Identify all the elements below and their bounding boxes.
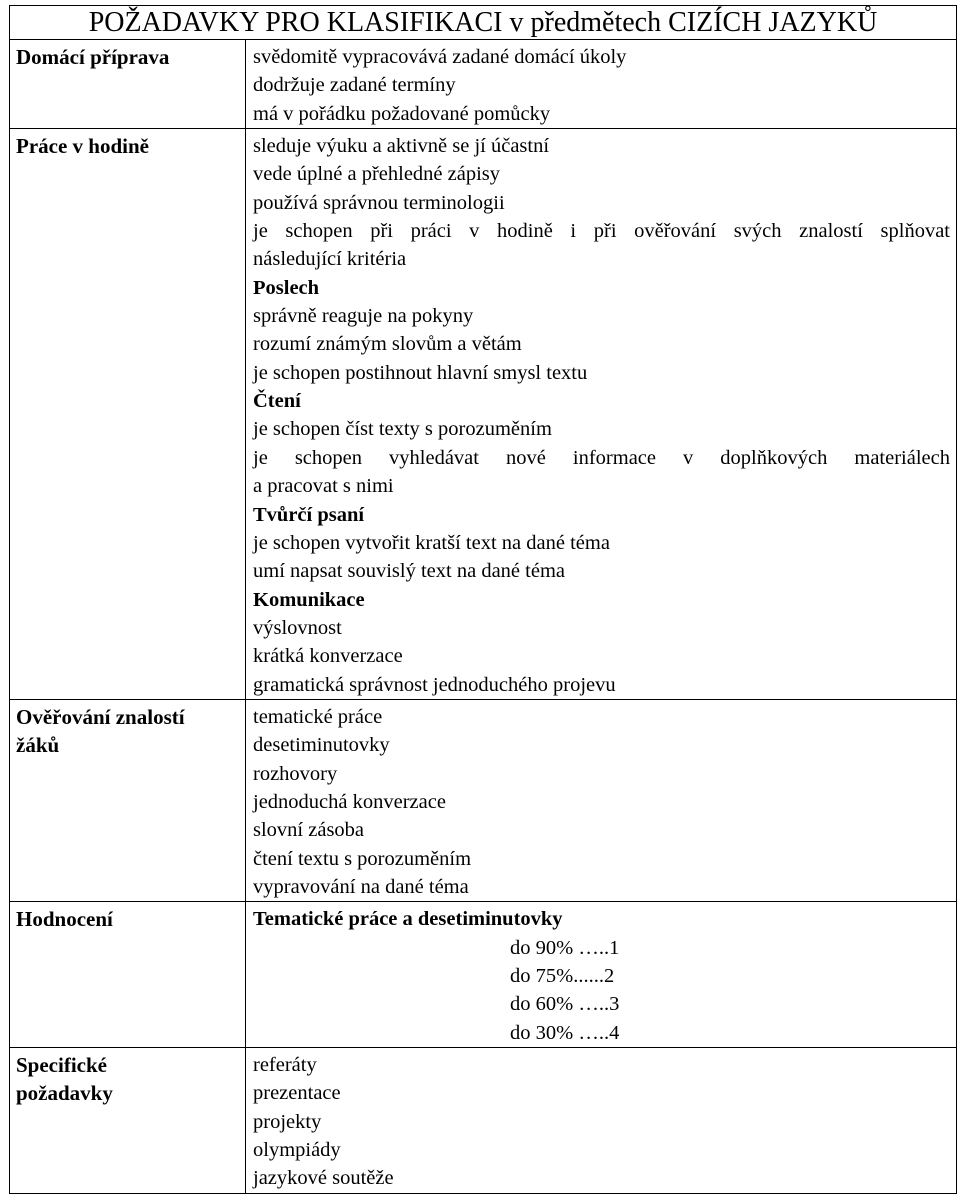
- label-domaci-priprava: Domácí příprava: [10, 40, 246, 129]
- subheading-cteni: Čtení: [253, 390, 301, 413]
- list-item: používá správnou terminologii: [253, 191, 505, 214]
- list-item: slovní zásoba: [253, 819, 365, 842]
- list-item: gramatická správnost jednoduchého projevu: [253, 673, 616, 696]
- list-item: je schopen postihnout hlavní smysl textu: [253, 361, 588, 384]
- content-domaci-priprava: [246, 40, 957, 129]
- list-item: referáty: [253, 1054, 317, 1077]
- list-item: umí napsat souvislý text na dané téma: [253, 560, 565, 583]
- subheading-poslech: Poslech: [253, 276, 320, 299]
- list-item: rozhovory: [253, 762, 338, 785]
- label-line: Ověřování znalostí: [16, 704, 185, 729]
- list-item: rozumí známým slovům a větám: [253, 333, 522, 356]
- list-item: krátká konverzace: [253, 645, 403, 668]
- list-item: vede úplné a přehledné zápisy: [253, 163, 501, 186]
- title-row: [10, 6, 957, 40]
- row-hodnoceni: [10, 902, 957, 1048]
- label-hodnoceni: Hodnocení: [10, 902, 246, 1048]
- subheading-tematicke-prace: Tematické práce a desetiminutovky: [253, 908, 563, 931]
- list-item: je schopen vyhledávat nové informace v doplňkových materiálech: [253, 446, 950, 469]
- list-item: je schopen číst texty s porozuměním: [253, 418, 552, 441]
- list-item: výslovnost: [253, 616, 342, 639]
- row-prace-v-hodine: [10, 129, 957, 700]
- list-item: prezentace: [253, 1082, 341, 1105]
- label-prace-v-hodine: Práce v hodině: [10, 129, 246, 700]
- list-item: je schopen vytvořit kratší text na dané téma: [253, 531, 610, 554]
- subheading-komunikace: Komunikace: [253, 588, 365, 611]
- row-domaci-priprava: [10, 40, 957, 129]
- label-overovani-znalosti: [10, 699, 246, 901]
- list-item: sleduje výuku a aktivně se jí účastní: [253, 135, 550, 158]
- content-prace-v-hodine: [246, 129, 957, 700]
- list-item: je schopen při práci v hodině i při ověřování svých znalostí splňovat: [253, 220, 950, 243]
- list-item: tematické práce: [253, 705, 383, 728]
- list-item: následující kritéria: [253, 248, 407, 271]
- list-item: dodržuje zadané termíny: [253, 74, 456, 97]
- label-line: žáků: [16, 733, 60, 758]
- content-overovani-znalosti: [246, 699, 957, 901]
- content-specificke-pozadavky: [246, 1048, 957, 1194]
- grade-item: do 60% …..3: [510, 993, 620, 1016]
- list-item: čtení textu s porozuměním: [253, 847, 472, 870]
- content-hodnoceni: [246, 902, 957, 1048]
- list-item: vypravování na dané téma: [253, 875, 469, 898]
- list-item: olympiády: [253, 1139, 341, 1162]
- list-item: jednoduchá konverzace: [253, 790, 446, 813]
- list-item: projekty: [253, 1110, 322, 1133]
- page-title: POŽADAVKY PRO KLASIFIKACI v předmětech CIZÍCH JAZYKŮ: [10, 6, 957, 40]
- list-item: má v pořádku požadované pomůcky: [253, 102, 551, 125]
- list-item: a pracovat s nimi: [253, 475, 394, 498]
- list-item: desetiminutovky: [253, 734, 390, 757]
- grade-item: do 75%......2: [510, 965, 615, 987]
- requirements-table: [9, 5, 957, 1194]
- row-specificke-pozadavky: [10, 1048, 957, 1194]
- list-item: jazykové soutěže: [253, 1167, 394, 1190]
- row-overovani-znalosti: [10, 699, 957, 901]
- list-item: správně reaguje na pokyny: [253, 305, 474, 328]
- list-item: svědomitě vypracovává zadané domácí úkoly: [253, 46, 627, 68]
- label-line: požadavky: [16, 1081, 113, 1106]
- grade-item: do 90% …..1: [510, 936, 620, 959]
- label-specificke-pozadavky: [10, 1048, 246, 1194]
- grade-item: do 30% …..4: [510, 1021, 620, 1044]
- label-line: Specifické: [16, 1053, 107, 1078]
- subheading-tvurci-psani: Tvůrčí psaní: [253, 503, 365, 526]
